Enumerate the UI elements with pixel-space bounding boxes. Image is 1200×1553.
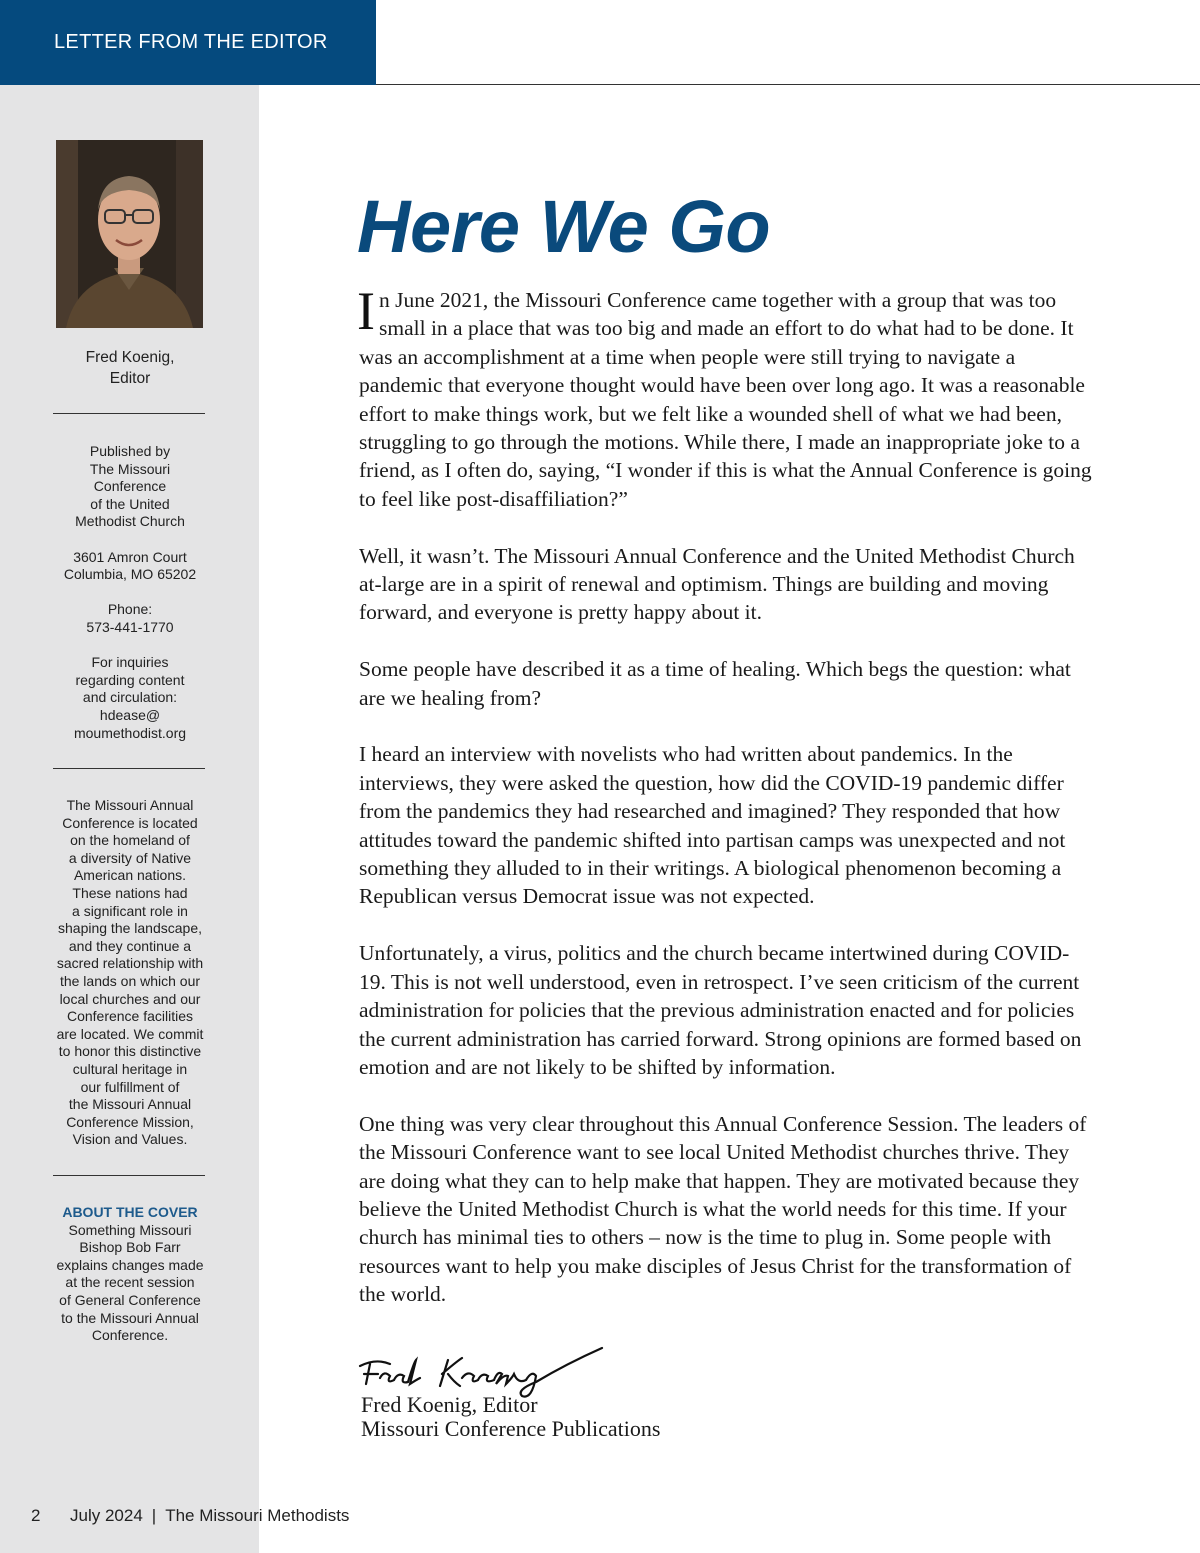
inquiry-email[interactable]: hdease@ — [99, 706, 161, 723]
paragraph: Some people have described it as a time of healing. Which begs the question: what are we healing from? — [359, 657, 1071, 710]
published-line: The Missouri — [89, 460, 171, 477]
land-line: a significant role in — [72, 902, 188, 919]
sidebar — [0, 85, 259, 1553]
header-divider — [376, 84, 1200, 85]
land-line: The Missouri Annual — [66, 797, 194, 813]
editor-photo — [56, 140, 203, 328]
cover-line: of General Conference — [59, 1291, 201, 1308]
land-line: Conference is located — [62, 814, 198, 831]
about-cover — [50, 1204, 210, 1345]
article-body — [357, 281, 1094, 1337]
signature-block — [361, 1393, 660, 1441]
page-number: 2 — [31, 1506, 41, 1525]
cover-line: to the Missouri Annual — [61, 1309, 199, 1326]
section-label: LETTER FROM THE EDITOR — [0, 0, 376, 85]
land-line: cultural heritage in — [72, 1060, 188, 1077]
land-line: Vision and Values. — [72, 1131, 188, 1148]
published-line: of the United — [90, 495, 170, 512]
drop-cap: I — [357, 281, 375, 341]
cover-line: Something Missouri — [68, 1221, 192, 1238]
publisher-info — [50, 443, 210, 742]
land-acknowledgement — [48, 797, 212, 1149]
editor-portrait-image — [56, 140, 203, 328]
paragraph: Unfortunately, a virus, politics and the church became intertwined during COVID-19. This is not well understood, even in retrospect. I’ve seen criticism of the current administration for policies that the previous administration enacted and for policies the current administration has carried forward. Strong opinions are formed based on emotion and are not likely to be shifted by information. — [359, 941, 1082, 1079]
editor-name: Fred Koenig, — [85, 349, 175, 366]
land-line: are located. We commit — [56, 1025, 204, 1042]
address-line: Columbia, MO 65202 — [63, 566, 197, 583]
about-cover-heading: ABOUT THE COVER — [62, 1204, 198, 1220]
inquiry-line: regarding content — [75, 671, 185, 688]
cover-line: at the recent session — [65, 1274, 195, 1291]
land-line: to honor this distinctive — [58, 1043, 202, 1060]
signer-name: Fred Koenig, Editor — [361, 1392, 538, 1417]
published-line: Methodist Church — [75, 513, 185, 530]
land-line: on the homeland of — [70, 832, 190, 849]
land-line: These nations had — [72, 884, 188, 901]
inquiry-line: and circulation: — [82, 689, 178, 706]
address-line: 3601 Amron Court — [73, 548, 187, 565]
sidebar-divider — [53, 1175, 205, 1176]
land-line: sacred relationship with — [56, 955, 204, 972]
land-line: Conference facilities — [66, 1008, 194, 1025]
signer-organization: Missouri Conference Publications — [361, 1416, 661, 1441]
published-line: Conference — [93, 478, 167, 495]
land-line: the Missouri Annual — [68, 1096, 192, 1113]
sidebar-divider — [53, 413, 205, 414]
land-line: Conference Mission, — [66, 1113, 194, 1130]
paragraph-text: n June 2021, the Missouri Conference came together with a group that was too small in a place that was too big and made an effort to do what had to be done. It was an accomplishment at a time when people were still trying to navigate a pandemic that everyone thought would have been over long ago. It was a reasonable effort to make things work, but we felt like a wounded shell of what we had been, struggling to go through the motions. While there, I made an inappropriate joke to a friend, as I often do, saying, “I wonder if this is what the Annual Conference is going to feel like post-disaffiliation?” — [359, 288, 1092, 511]
land-line: local churches and our — [59, 990, 201, 1007]
phone-number[interactable]: 573-441-1770 — [86, 618, 174, 635]
land-line: and they continue a — [68, 937, 192, 954]
paragraph: Well, it wasn’t. The Missouri Annual Conference and the United Methodist Church at-large are in a spirit of renewal and optimism. Things are building and moving forward, and everyone is pretty happy about it. — [359, 543, 1075, 625]
paragraph: I heard an interview with novelists who had written about pandemics. In the interviews, they were asked the question, how did the COVID-19 pandemic differ from the pandemics they had researched and imagined? They responded that how attitudes toward the pandemic shifted into partisan camps was unexpected and not something they alluded to in their writings. A biological phenomenon becoming a Republican versus Democrat issue was not expected. — [359, 742, 1066, 909]
article-title: Here We Go — [357, 185, 771, 268]
land-line: American nations. — [73, 867, 187, 884]
land-line: the lands on which our — [59, 972, 201, 989]
editor-role: Editor — [109, 370, 151, 387]
paragraph — [357, 281, 1094, 513]
land-line: shaping the landscape, — [58, 920, 202, 937]
cover-line: explains changes made — [56, 1256, 204, 1273]
land-line: our fulfillment of — [80, 1078, 180, 1095]
issue-date: July 2024 — [70, 1506, 143, 1525]
inquiry-email[interactable]: moumethodist.org — [73, 724, 187, 741]
paragraph: One thing was very clear throughout this Annual Conference Session. The leaders of the Missouri Conference want to see local United Methodist churches thrive. They are doing what they can to help make that happen. They are motivated because they believe the United Methodist Church is what the world needs for this time. If your church has minimal ties to others – now is the time to plug in. Some people with resources want to help you make disciples of Jesus Christ for the transformation of the world. — [359, 1111, 1087, 1307]
published-line: Published by — [89, 443, 171, 459]
page-footer — [31, 1506, 349, 1526]
land-line: a diversity of Native — [68, 849, 192, 866]
cover-line: Bishop Bob Farr — [79, 1239, 181, 1256]
publication-name: The Missouri Methodists — [165, 1506, 350, 1525]
inquiry-line: For inquiries — [91, 654, 169, 671]
footer-separator: | — [151, 1506, 157, 1525]
editor-credit — [50, 347, 210, 389]
cover-line: Conference. — [91, 1327, 169, 1344]
phone-label: Phone: — [107, 601, 153, 618]
sidebar-divider — [53, 768, 205, 769]
